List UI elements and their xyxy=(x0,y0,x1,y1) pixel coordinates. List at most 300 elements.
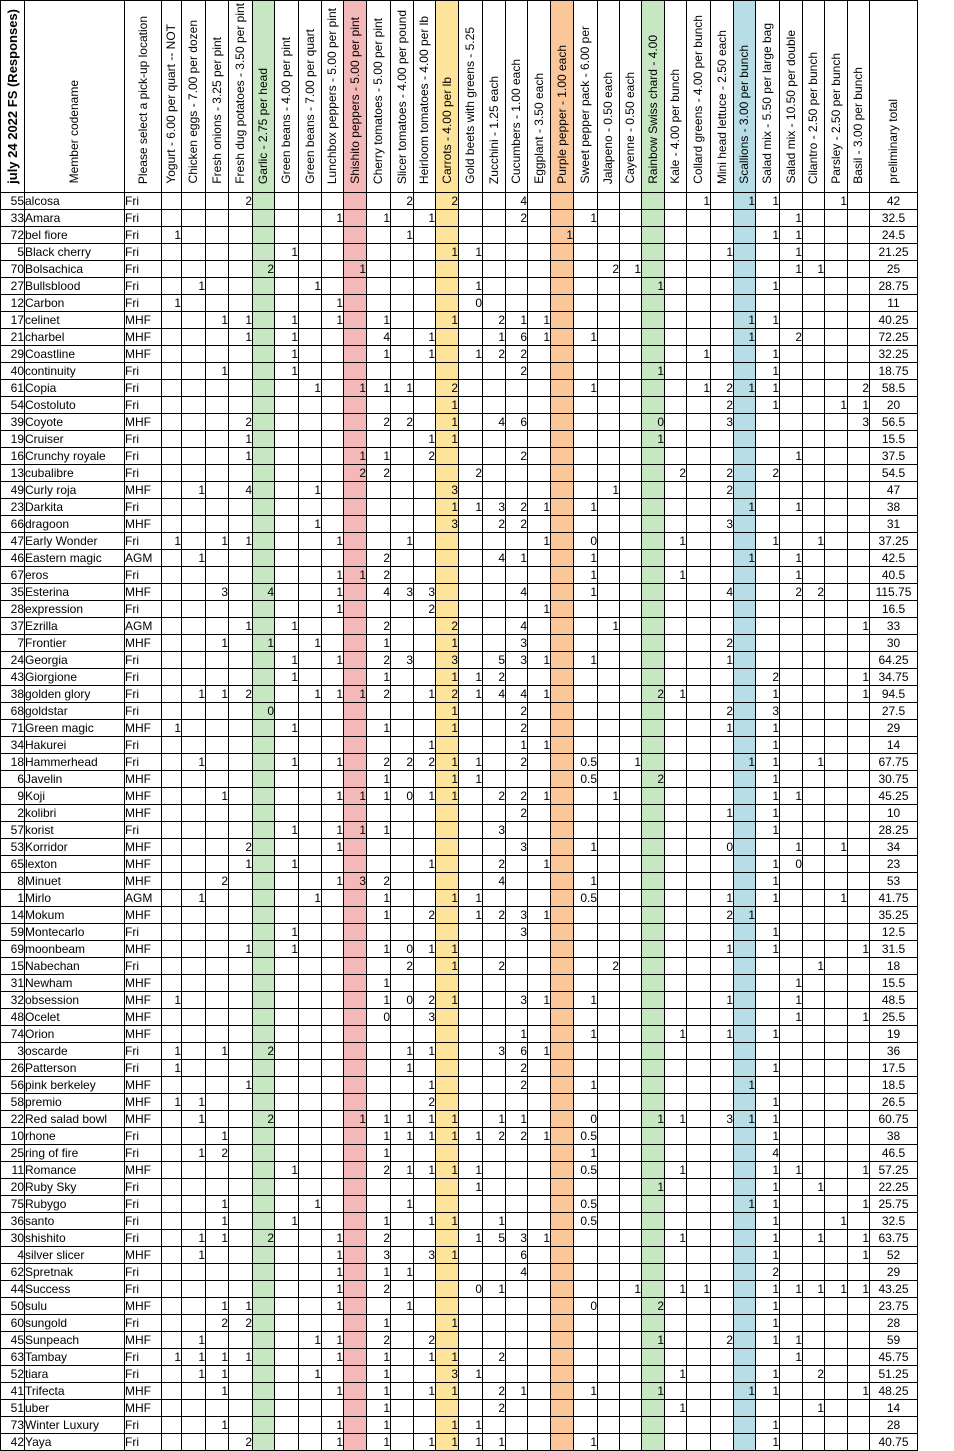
quantity-cell xyxy=(206,1025,229,1042)
quantity-cell xyxy=(459,362,483,379)
quantity-cell: 1 xyxy=(391,1127,414,1144)
quantity-cell xyxy=(299,906,322,923)
quantity-cell: 1 xyxy=(299,685,322,702)
total-cell: 37.5 xyxy=(870,447,918,464)
quantity-cell: 2 xyxy=(367,413,391,430)
quantity-cell: 2 xyxy=(229,413,253,430)
quantity-cell xyxy=(803,906,825,923)
quantity-cell xyxy=(620,192,642,209)
column-header xyxy=(528,1,551,193)
quantity-cell: 2 xyxy=(253,1229,275,1246)
quantity-cell xyxy=(551,804,574,821)
quantity-cell: 1 xyxy=(734,498,756,515)
quantity-cell xyxy=(551,1433,574,1450)
quantity-cell xyxy=(574,1178,598,1195)
quantity-cell xyxy=(229,243,253,260)
table-row xyxy=(1,192,918,209)
quantity-cell xyxy=(711,1416,734,1433)
total-cell: 33 xyxy=(870,617,918,634)
quantity-cell xyxy=(253,804,275,821)
quantity-cell xyxy=(825,787,848,804)
quantity-cell xyxy=(825,1161,848,1178)
quantity-cell xyxy=(299,1212,322,1229)
row-id-cell: 6 xyxy=(1,770,25,787)
quantity-cell xyxy=(620,1025,642,1042)
quantity-cell xyxy=(734,634,756,651)
quantity-cell xyxy=(506,821,528,838)
quantity-cell: 1 xyxy=(687,192,711,209)
quantity-cell: 1 xyxy=(711,1025,734,1042)
quantity-cell xyxy=(344,668,367,685)
quantity-cell: 1 xyxy=(182,1365,206,1382)
quantity-cell: 1 xyxy=(756,1212,780,1229)
quantity-cell xyxy=(206,481,229,498)
quantity-cell: 1 xyxy=(322,1229,344,1246)
quantity-cell xyxy=(528,277,551,294)
quantity-cell xyxy=(414,226,436,243)
quantity-cell: 1 xyxy=(275,855,299,872)
quantity-cell xyxy=(436,1331,459,1348)
quantity-cell: 1 xyxy=(780,447,803,464)
quantity-cell xyxy=(275,1416,299,1433)
quantity-cell xyxy=(734,413,756,430)
quantity-cell xyxy=(459,1212,483,1229)
quantity-cell xyxy=(436,1093,459,1110)
pickup-location-cell: MHF xyxy=(125,1161,162,1178)
quantity-cell xyxy=(436,226,459,243)
quantity-cell xyxy=(322,906,344,923)
quantity-cell xyxy=(506,1365,528,1382)
quantity-cell xyxy=(206,515,229,532)
quantity-cell xyxy=(483,1161,506,1178)
quantity-cell: 1 xyxy=(299,379,322,396)
quantity-cell: 2 xyxy=(367,1161,391,1178)
quantity-cell xyxy=(551,1382,574,1399)
quantity-cell xyxy=(367,498,391,515)
quantity-cell: 2 xyxy=(803,1365,825,1382)
quantity-cell xyxy=(162,260,182,277)
pickup-location-cell: MHF xyxy=(125,872,162,889)
quantity-cell: 2 xyxy=(229,192,253,209)
quantity-cell xyxy=(642,583,665,600)
quantity-cell xyxy=(253,481,275,498)
quantity-cell xyxy=(620,311,642,328)
quantity-cell xyxy=(687,1161,711,1178)
quantity-cell: 1 xyxy=(848,617,870,634)
quantity-cell xyxy=(756,1348,780,1365)
quantity-cell xyxy=(598,753,620,770)
table-row xyxy=(1,1212,918,1229)
quantity-cell: 1 xyxy=(206,685,229,702)
quantity-cell xyxy=(734,362,756,379)
table-row xyxy=(1,974,918,991)
quantity-cell xyxy=(551,940,574,957)
column-header xyxy=(870,1,918,193)
total-cell: 34.75 xyxy=(870,668,918,685)
column-header-label: Shishito peppers - 5.00 per pint xyxy=(347,17,362,184)
pickup-location-cell: Fri xyxy=(125,1195,162,1212)
quantity-cell xyxy=(528,1263,551,1280)
quantity-cell xyxy=(598,651,620,668)
quantity-cell xyxy=(803,1212,825,1229)
quantity-cell xyxy=(551,1076,574,1093)
quantity-cell xyxy=(642,821,665,838)
quantity-cell xyxy=(253,379,275,396)
quantity-cell xyxy=(229,872,253,889)
quantity-cell xyxy=(734,1144,756,1161)
pickup-location-cell: Fri xyxy=(125,362,162,379)
quantity-cell xyxy=(206,702,229,719)
quantity-cell: 1 xyxy=(436,1246,459,1263)
quantity-cell xyxy=(780,702,803,719)
quantity-cell: 1 xyxy=(182,549,206,566)
quantity-cell xyxy=(367,1195,391,1212)
quantity-cell xyxy=(551,243,574,260)
quantity-cell: 1 xyxy=(436,1212,459,1229)
quantity-cell xyxy=(229,226,253,243)
quantity-cell xyxy=(825,1399,848,1416)
quantity-cell xyxy=(665,923,687,940)
quantity-cell xyxy=(391,634,414,651)
quantity-cell: 2 xyxy=(483,787,506,804)
quantity-cell xyxy=(229,1127,253,1144)
quantity-cell xyxy=(642,753,665,770)
quantity-cell xyxy=(344,294,367,311)
quantity-cell xyxy=(665,362,687,379)
quantity-cell xyxy=(734,872,756,889)
quantity-cell xyxy=(253,1178,275,1195)
quantity-cell: 1 xyxy=(344,1110,367,1127)
quantity-cell xyxy=(848,736,870,753)
row-id-cell: 36 xyxy=(1,1212,25,1229)
quantity-cell xyxy=(391,1025,414,1042)
quantity-cell: 1 xyxy=(459,1433,483,1450)
quantity-cell: 1 xyxy=(436,1127,459,1144)
codename-cell: Ruby Sky xyxy=(25,1178,125,1195)
quantity-cell xyxy=(182,855,206,872)
quantity-cell: 1 xyxy=(825,1280,848,1297)
quantity-cell: 1 xyxy=(367,1127,391,1144)
header-row xyxy=(1,1,918,193)
quantity-cell xyxy=(436,1399,459,1416)
quantity-cell xyxy=(528,396,551,413)
quantity-cell xyxy=(182,192,206,209)
row-id-cell: 58 xyxy=(1,1093,25,1110)
column-header-label: Green beans - 4.00 per pint xyxy=(279,37,293,184)
quantity-cell: 2 xyxy=(756,464,780,481)
quantity-cell: 1 xyxy=(756,1280,780,1297)
row-id-cell: 20 xyxy=(1,1178,25,1195)
quantity-cell xyxy=(162,838,182,855)
quantity-cell xyxy=(687,413,711,430)
codename-cell: goldstar xyxy=(25,702,125,719)
quantity-cell: 1 xyxy=(483,1433,506,1450)
quantity-cell xyxy=(620,719,642,736)
quantity-cell xyxy=(687,1246,711,1263)
quantity-cell xyxy=(275,226,299,243)
quantity-cell xyxy=(229,974,253,991)
quantity-cell xyxy=(734,1297,756,1314)
quantity-cell xyxy=(825,1195,848,1212)
quantity-cell xyxy=(825,1093,848,1110)
quantity-cell xyxy=(665,396,687,413)
quantity-cell xyxy=(528,1076,551,1093)
quantity-cell xyxy=(436,906,459,923)
quantity-cell xyxy=(414,1059,436,1076)
quantity-cell: 1 xyxy=(756,1127,780,1144)
table-row xyxy=(1,1263,918,1280)
quantity-cell xyxy=(711,957,734,974)
codename-cell: Ezrilla xyxy=(25,617,125,634)
quantity-cell xyxy=(162,957,182,974)
quantity-cell xyxy=(206,991,229,1008)
quantity-cell: 3 xyxy=(506,923,528,940)
quantity-cell xyxy=(528,583,551,600)
quantity-cell: 1 xyxy=(275,668,299,685)
quantity-cell xyxy=(506,532,528,549)
quantity-cell xyxy=(483,379,506,396)
quantity-cell xyxy=(734,1008,756,1025)
quantity-cell: 1 xyxy=(780,1348,803,1365)
quantity-cell xyxy=(182,770,206,787)
quantity-cell xyxy=(391,804,414,821)
quantity-cell: 1 xyxy=(229,328,253,345)
quantity-cell xyxy=(803,430,825,447)
quantity-cell xyxy=(825,345,848,362)
quantity-cell xyxy=(848,277,870,294)
quantity-cell: 1 xyxy=(391,1195,414,1212)
quantity-cell xyxy=(162,277,182,294)
quantity-cell xyxy=(162,617,182,634)
quantity-cell xyxy=(528,345,551,362)
quantity-cell: 1 xyxy=(459,1365,483,1382)
quantity-cell: 1 xyxy=(780,243,803,260)
quantity-cell xyxy=(687,328,711,345)
quantity-cell xyxy=(162,1331,182,1348)
quantity-cell xyxy=(344,736,367,753)
quantity-cell: 1 xyxy=(322,1297,344,1314)
quantity-cell xyxy=(391,736,414,753)
quantity-cell xyxy=(848,1348,870,1365)
table-row xyxy=(1,889,918,906)
quantity-cell: 1 xyxy=(574,1025,598,1042)
quantity-cell xyxy=(162,1008,182,1025)
table-row xyxy=(1,1399,918,1416)
quantity-cell xyxy=(551,1178,574,1195)
codename-cell: continuity xyxy=(25,362,125,379)
quantity-cell xyxy=(367,702,391,719)
quantity-cell xyxy=(848,753,870,770)
quantity-cell xyxy=(528,1399,551,1416)
quantity-cell xyxy=(299,600,322,617)
row-id-cell: 5 xyxy=(1,243,25,260)
quantity-cell xyxy=(299,1110,322,1127)
quantity-cell: 1 xyxy=(734,1195,756,1212)
quantity-cell xyxy=(299,719,322,736)
pickup-location-cell: Fri xyxy=(125,379,162,396)
quantity-cell xyxy=(598,1161,620,1178)
pickup-location-cell: AGM xyxy=(125,889,162,906)
quantity-cell: 1 xyxy=(665,566,687,583)
codename-cell: Frontier xyxy=(25,634,125,651)
quantity-cell: 1 xyxy=(391,1042,414,1059)
quantity-cell xyxy=(182,1433,206,1450)
table-row xyxy=(1,685,918,702)
quantity-cell xyxy=(275,260,299,277)
table-row xyxy=(1,923,918,940)
quantity-cell xyxy=(687,940,711,957)
total-cell: 26.5 xyxy=(870,1093,918,1110)
quantity-cell xyxy=(780,1076,803,1093)
quantity-cell xyxy=(253,243,275,260)
quantity-cell xyxy=(229,889,253,906)
quantity-cell xyxy=(848,838,870,855)
quantity-cell: 1 xyxy=(780,260,803,277)
row-id-cell: 8 xyxy=(1,872,25,889)
quantity-cell xyxy=(620,600,642,617)
column-header xyxy=(459,1,483,193)
quantity-cell xyxy=(275,464,299,481)
quantity-cell: 1 xyxy=(162,1042,182,1059)
quantity-cell xyxy=(162,243,182,260)
quantity-cell xyxy=(642,991,665,1008)
quantity-cell: 1 xyxy=(414,1076,436,1093)
quantity-cell xyxy=(734,1025,756,1042)
quantity-cell xyxy=(275,1178,299,1195)
quantity-cell: 1 xyxy=(756,1416,780,1433)
quantity-cell: 1 xyxy=(322,872,344,889)
quantity-cell xyxy=(803,498,825,515)
quantity-cell xyxy=(574,192,598,209)
quantity-cell xyxy=(598,498,620,515)
quantity-cell xyxy=(206,1178,229,1195)
quantity-cell: 1 xyxy=(391,1263,414,1280)
quantity-cell: 1 xyxy=(162,719,182,736)
total-cell: 24.5 xyxy=(870,226,918,243)
row-id-cell: 15 xyxy=(1,957,25,974)
quantity-cell xyxy=(162,311,182,328)
quantity-cell xyxy=(206,447,229,464)
quantity-cell xyxy=(344,974,367,991)
quantity-cell xyxy=(620,481,642,498)
row-id-cell: 31 xyxy=(1,974,25,991)
quantity-cell xyxy=(551,685,574,702)
total-cell: 59 xyxy=(870,1331,918,1348)
quantity-cell xyxy=(803,396,825,413)
quantity-cell xyxy=(322,277,344,294)
quantity-cell xyxy=(459,1297,483,1314)
quantity-cell: 1 xyxy=(506,1025,528,1042)
quantity-cell xyxy=(665,804,687,821)
quantity-cell xyxy=(642,447,665,464)
quantity-cell xyxy=(414,1280,436,1297)
quantity-cell xyxy=(825,923,848,940)
quantity-cell: 2 xyxy=(414,991,436,1008)
quantity-cell xyxy=(162,753,182,770)
quantity-cell xyxy=(344,1008,367,1025)
quantity-cell xyxy=(344,1076,367,1093)
table-row xyxy=(1,719,918,736)
quantity-cell: 1 xyxy=(162,1093,182,1110)
quantity-cell xyxy=(734,957,756,974)
quantity-cell xyxy=(848,464,870,481)
quantity-cell xyxy=(206,566,229,583)
quantity-cell xyxy=(620,498,642,515)
quantity-cell xyxy=(344,1161,367,1178)
quantity-cell: 0.5 xyxy=(574,1127,598,1144)
quantity-cell xyxy=(665,719,687,736)
row-id-cell: 52 xyxy=(1,1365,25,1382)
quantity-cell: 1 xyxy=(734,311,756,328)
quantity-cell xyxy=(253,1297,275,1314)
quantity-cell xyxy=(528,464,551,481)
quantity-cell xyxy=(598,277,620,294)
quantity-cell xyxy=(506,1093,528,1110)
quantity-cell xyxy=(734,1161,756,1178)
column-header-label: Fresh onions - 3.25 per pint xyxy=(209,37,224,184)
quantity-cell xyxy=(825,804,848,821)
quantity-cell xyxy=(483,481,506,498)
total-cell: 15.5 xyxy=(870,430,918,447)
quantity-cell xyxy=(642,328,665,345)
quantity-cell xyxy=(780,957,803,974)
total-cell: 28 xyxy=(870,1314,918,1331)
quantity-cell xyxy=(436,260,459,277)
quantity-cell xyxy=(620,362,642,379)
quantity-cell xyxy=(275,1076,299,1093)
table-row xyxy=(1,770,918,787)
table-row xyxy=(1,736,918,753)
quantity-cell xyxy=(344,804,367,821)
quantity-cell xyxy=(528,872,551,889)
quantity-cell: 1 xyxy=(322,753,344,770)
table-row xyxy=(1,1433,918,1450)
quantity-cell xyxy=(344,583,367,600)
total-cell: 42.5 xyxy=(870,549,918,566)
quantity-cell xyxy=(483,617,506,634)
codename-cell: sungold xyxy=(25,1314,125,1331)
quantity-cell xyxy=(229,294,253,311)
quantity-cell xyxy=(574,1246,598,1263)
quantity-cell: 1 xyxy=(367,379,391,396)
quantity-cell: 2 xyxy=(253,1110,275,1127)
quantity-cell xyxy=(162,515,182,532)
quantity-cell: 1 xyxy=(803,260,825,277)
quantity-cell xyxy=(322,379,344,396)
quantity-cell xyxy=(367,736,391,753)
quantity-cell xyxy=(229,260,253,277)
quantity-cell xyxy=(391,430,414,447)
quantity-cell xyxy=(825,1433,848,1450)
quantity-cell xyxy=(620,940,642,957)
quantity-cell xyxy=(391,447,414,464)
quantity-cell: 1 xyxy=(848,1008,870,1025)
quantity-cell xyxy=(483,974,506,991)
quantity-cell xyxy=(506,1348,528,1365)
pickup-location-cell: Fri xyxy=(125,736,162,753)
quantity-cell xyxy=(848,294,870,311)
quantity-cell: 1 xyxy=(459,1229,483,1246)
quantity-cell: 1 xyxy=(459,498,483,515)
quantity-cell: 1 xyxy=(229,430,253,447)
quantity-cell xyxy=(459,481,483,498)
quantity-cell xyxy=(734,685,756,702)
quantity-cell xyxy=(162,1433,182,1450)
quantity-cell xyxy=(734,1246,756,1263)
quantity-cell xyxy=(780,1212,803,1229)
quantity-cell xyxy=(206,736,229,753)
quantity-cell xyxy=(803,940,825,957)
